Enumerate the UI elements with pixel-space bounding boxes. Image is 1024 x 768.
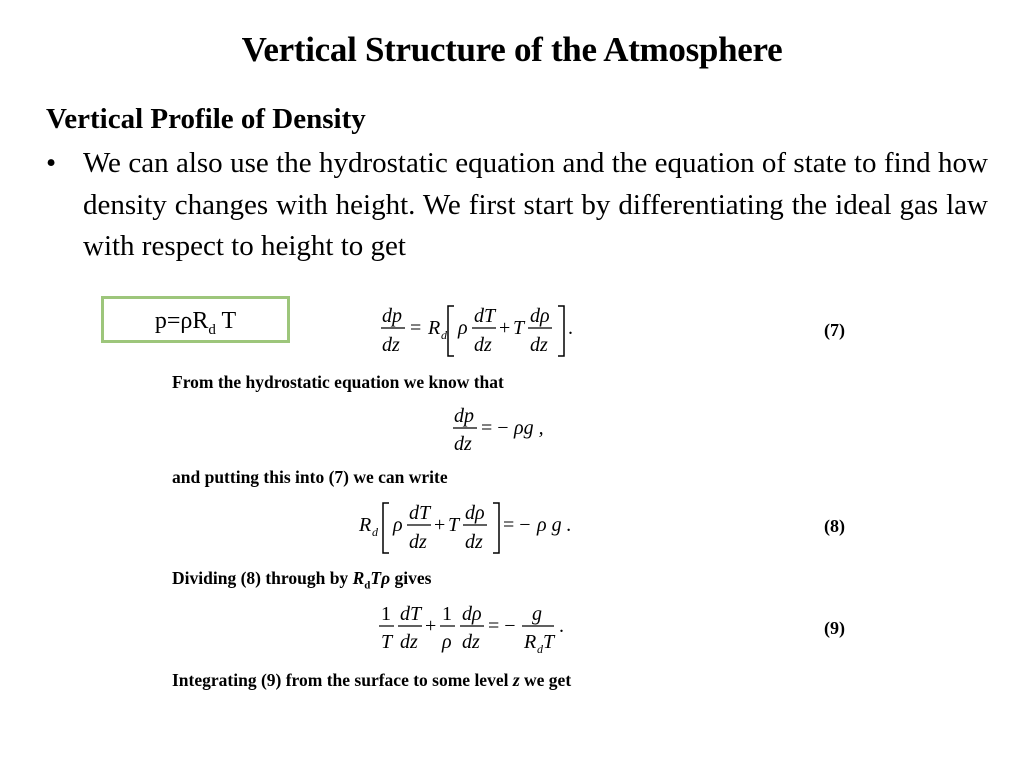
svg-text:dρ: dρ (530, 305, 550, 327)
text-dividing-sub: d (364, 579, 371, 592)
svg-text:ρ g .: ρ g . (537, 514, 572, 536)
slide-title: Vertical Structure of the Atmosphere (241, 30, 783, 69)
svg-text:R: R (524, 631, 537, 653)
svg-text:dp: dp (382, 305, 402, 327)
svg-text:ρ: ρ (442, 631, 452, 653)
formula-sub: d (208, 321, 216, 338)
svg-text:.: . (568, 317, 573, 339)
text-integrating-9 (172, 670, 571, 691)
section-heading: Vertical Profile of Density (46, 103, 366, 135)
svg-text:d: d (372, 525, 378, 539)
svg-text:g: g (532, 603, 542, 625)
svg-text:dz: dz (400, 631, 418, 653)
bullet-glyph: • (46, 147, 57, 179)
formula-t: T (215, 308, 237, 334)
svg-text:T: T (381, 631, 393, 653)
svg-text:d: d (441, 328, 447, 342)
svg-text:dT: dT (409, 502, 431, 524)
bullet-point (46, 143, 988, 268)
svg-text:+: + (425, 615, 437, 637)
text-dividing-math2: Tρ (370, 568, 391, 588)
text-dividing-post: gives (390, 568, 432, 588)
svg-text:dz: dz (462, 631, 480, 653)
svg-text:dT: dT (474, 305, 496, 327)
svg-text:T: T (448, 514, 460, 536)
hydrostatic-equation (450, 402, 560, 458)
svg-text:ρ: ρ (393, 514, 403, 536)
svg-text:dρ: dρ (462, 603, 482, 625)
text-integrating-pre: Integrating (9) from the surface to some level (172, 670, 513, 690)
equation-8-number: (8) (824, 516, 845, 536)
svg-text:dz: dz (409, 531, 427, 553)
svg-text:d: d (537, 642, 543, 656)
svg-text:1: 1 (381, 603, 391, 625)
svg-text:dz: dz (474, 334, 492, 356)
text-dividing-math: R (352, 568, 365, 588)
text-integrating-var: z (512, 670, 520, 690)
svg-text:T: T (543, 631, 555, 653)
svg-text:dz: dz (382, 334, 400, 356)
equation-8 (357, 497, 587, 557)
svg-text:dT: dT (400, 603, 422, 625)
svg-text:dz: dz (530, 334, 548, 356)
bullet-text: We can also use the hydrostatic equation and the equation of state to find how density changes with height. We first start by differentiating the ideal gas law with respect to height to get (83, 147, 988, 262)
equation-9-number: (9) (824, 618, 845, 638)
svg-text:ρ: ρ (458, 317, 468, 339)
svg-text:.: . (559, 615, 564, 637)
svg-text:T: T (513, 317, 525, 339)
text-putting-into-7: and putting this into (7) we can write (172, 467, 448, 487)
svg-text:dρ: dρ (465, 502, 485, 524)
text-dividing-8 (172, 568, 431, 592)
text-dividing-pre: Dividing (8) through by (172, 568, 353, 588)
svg-text:= −: = − (488, 615, 516, 637)
svg-text:R: R (359, 514, 372, 536)
svg-text:+: + (434, 514, 446, 536)
text-hydrostatic-intro: From the hydrostatic equation we know that (172, 372, 504, 392)
svg-text:+: + (499, 317, 511, 339)
svg-text:=: = (410, 317, 422, 339)
formula-p: p=ρR (154, 308, 209, 334)
equation-7-number: (7) (824, 320, 845, 340)
equation-9 (376, 600, 576, 660)
svg-text:dz: dz (454, 433, 472, 455)
ideal-gas-formula-box (101, 296, 290, 343)
text-integrating-post: we get (519, 670, 572, 690)
svg-text:dz: dz (465, 531, 483, 553)
svg-text:ρg ,: ρg , (514, 417, 544, 439)
svg-text:dp: dp (454, 405, 474, 427)
equation-7 (378, 300, 588, 360)
svg-text:R: R (428, 317, 441, 339)
svg-text:1: 1 (442, 603, 452, 625)
svg-text:= −: = − (503, 514, 531, 536)
svg-text:= −: = − (481, 417, 509, 439)
